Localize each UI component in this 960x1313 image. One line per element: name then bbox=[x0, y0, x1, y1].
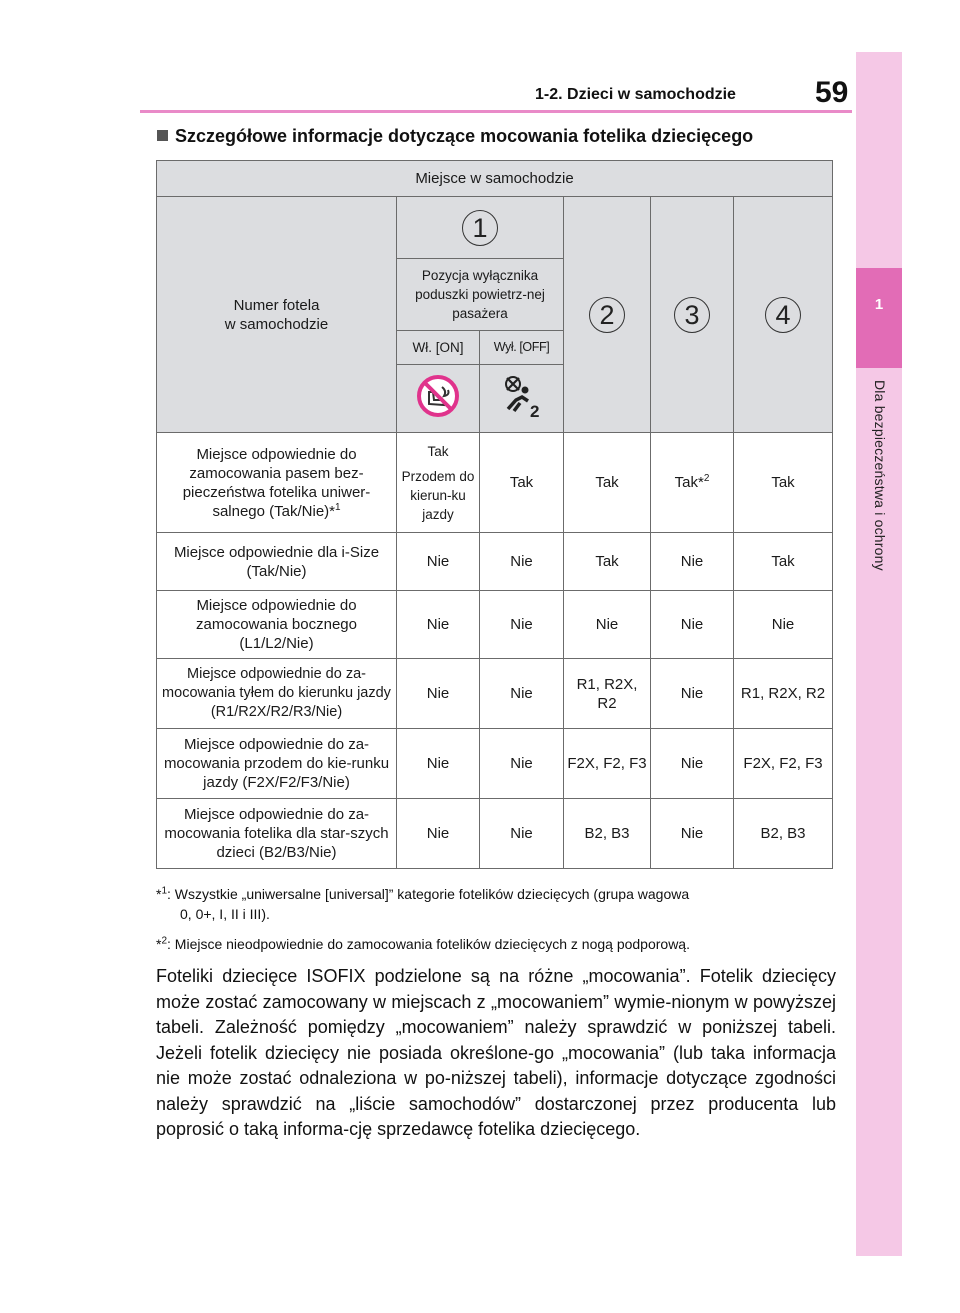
square-bullet-icon bbox=[157, 130, 168, 141]
footnote-ref: 1 bbox=[335, 501, 341, 513]
cell-seat1-off: Nie bbox=[480, 729, 564, 799]
seat-compatibility-table bbox=[156, 160, 833, 869]
cell-seat1-on: Nie bbox=[397, 533, 480, 591]
cell-seat1-off: Nie bbox=[480, 533, 564, 591]
section-heading-text: Szczegółowe informacje dotyczące mocowania fotelika dziecięcego bbox=[175, 126, 754, 146]
seat-number-label bbox=[157, 197, 397, 433]
cell-value: Tak bbox=[427, 443, 449, 459]
airbag-off-icon-cell bbox=[480, 365, 564, 433]
side-tab-label: Dla bezpieczeństwa i ochrony bbox=[872, 380, 888, 571]
airbag-switch-position: Pozycja wyłącznika poduszki powietrz-nej pasażera bbox=[397, 259, 564, 331]
cell-seat4: B2, B3 bbox=[734, 799, 833, 869]
row-label-text: Miejsce odpowiednie do zamocowania pasem bez-pieczeństwa fotelika uniwer-salnego (Tak/Nie)* bbox=[182, 445, 371, 520]
cell-seat2: Tak bbox=[564, 433, 651, 533]
running-title: 1-2. Dzieci w samochodzie bbox=[535, 86, 736, 103]
cell-seat2: Nie bbox=[564, 591, 651, 659]
switch-off-label: Wył. [OFF] bbox=[480, 331, 564, 365]
footnote-1 bbox=[156, 884, 689, 924]
footnote-1-continuation: 0, 0+, I, II i III). bbox=[180, 906, 270, 922]
cell-seat4: Tak bbox=[734, 533, 833, 591]
seat-4-number: 4 bbox=[765, 297, 801, 333]
table-row bbox=[157, 433, 833, 533]
cell-seat1-off: Nie bbox=[480, 659, 564, 729]
airbag-off-icon bbox=[498, 373, 546, 419]
cell-seat1-off: Tak bbox=[480, 433, 564, 533]
cell-seat1-off: Nie bbox=[480, 799, 564, 869]
seat-3-number: 3 bbox=[674, 297, 710, 333]
page-number: 59 bbox=[815, 76, 849, 109]
row-label: Miejsce odpowiednie do za-mocowania przodem do kie-runku jazdy (F2X/F2/F3/Nie) bbox=[157, 729, 397, 799]
cell-value: Tak* bbox=[674, 474, 704, 491]
cell-seat3: Nie bbox=[651, 799, 734, 869]
row-label: Miejsce odpowiednie do za-mocowania fotelika dla star-szych dzieci (B2/B3/Nie) bbox=[157, 799, 397, 869]
seat-1-number: 1 bbox=[462, 210, 498, 246]
table-row bbox=[157, 729, 833, 799]
seat-2-cell bbox=[564, 197, 651, 433]
cell-seat1-on bbox=[397, 433, 480, 533]
seat-4-cell bbox=[734, 197, 833, 433]
cell-note: Przodem do kierun-ku jazdy bbox=[401, 468, 475, 522]
side-tab-strip bbox=[856, 52, 902, 1256]
row-label: Miejsce odpowiednie do za-mocowania tyłem do kierunku jazdy (R1/R2X/R2/R3/Nie) bbox=[157, 659, 397, 729]
row-label bbox=[157, 433, 397, 533]
airbag-on-icon-cell bbox=[397, 365, 480, 433]
table-row bbox=[157, 799, 833, 869]
cell-seat4: Nie bbox=[734, 591, 833, 659]
footnote-mark: * bbox=[156, 936, 162, 952]
cell-seat3: Nie bbox=[651, 591, 734, 659]
footnote-ref: 2 bbox=[703, 473, 710, 484]
seat-3-cell bbox=[651, 197, 734, 433]
cell-seat4: R1, R2X, R2 bbox=[734, 659, 833, 729]
cell-seat1-on: Nie bbox=[397, 591, 480, 659]
footnote-1-text: : Wszystkie „uniwersalne [universal]” kategorie fotelików dziecięcych (grupa wagowa bbox=[167, 886, 690, 902]
side-tab-number: 1 bbox=[874, 296, 884, 313]
place-header: Miejsce w samochodzie bbox=[157, 161, 833, 197]
section-heading bbox=[157, 126, 753, 147]
seat-2-number: 2 bbox=[589, 297, 625, 333]
table-row bbox=[157, 659, 833, 729]
footnote-number: 1 bbox=[161, 885, 168, 897]
body-paragraph: Foteliki dziecięce ISOFIX podzielone są na różne „mocowania”. Fotelik dziecięcy może zostać zamocowany w miejscach z „mocowaniem” wymie-nionym w powyższej tabeli. Zależność pomiędzy „mocowaniem” należy sprawdzić w poniższej tabeli. Jeżeli fotelik dziecięcy nie posiada określone-go „mocowania” (lub taka informacja nie może zostać odnaleziona w po-niższej tabeli), informacje dotyczące zgodności należy sprawdzić na „liście samochodów” dostarczonej przez producenta lub poprosić o taką informa-cję sprzedawcę fotelika dziecięcego. bbox=[156, 966, 836, 1139]
cell-seat1-on: Nie bbox=[397, 799, 480, 869]
cell-seat3: Nie bbox=[651, 729, 734, 799]
cell-seat4: Tak bbox=[734, 433, 833, 533]
cell-seat3: Nie bbox=[651, 659, 734, 729]
seat-number-label-line2: w samochodzie bbox=[224, 315, 329, 333]
cell-seat2: Tak bbox=[564, 533, 651, 591]
cell-seat1-on: Nie bbox=[397, 659, 480, 729]
table-row bbox=[157, 533, 833, 591]
footnote-number: 2 bbox=[161, 935, 168, 947]
seat-1-cell bbox=[397, 197, 564, 259]
footnote-2 bbox=[156, 934, 690, 954]
header-rule bbox=[140, 110, 852, 113]
side-tab-chapter-box bbox=[856, 268, 902, 368]
cell-seat1-on: Nie bbox=[397, 729, 480, 799]
cell-seat3: Nie bbox=[651, 533, 734, 591]
airbag-off-icon-digit: 2 bbox=[529, 402, 539, 419]
footnote-mark: * bbox=[156, 886, 162, 902]
cell-seat3 bbox=[651, 433, 734, 533]
footnote-2-text: : Miejsce nieodpowiednie do zamocowania fotelików dziecięcych z nogą podporową. bbox=[167, 936, 690, 952]
cell-seat1-off: Nie bbox=[480, 591, 564, 659]
airbag-on-warning-icon bbox=[416, 374, 460, 418]
switch-on-label: Wł. [ON] bbox=[397, 331, 480, 365]
seat-number-label-line1: Numer fotela bbox=[233, 296, 320, 314]
row-label: Miejsce odpowiednie do zamocowania bocznego (L1/L2/Nie) bbox=[157, 591, 397, 659]
cell-seat2: F2X, F2, F3 bbox=[564, 729, 651, 799]
cell-seat2: R1, R2X, R2 bbox=[564, 659, 651, 729]
cell-seat4: F2X, F2, F3 bbox=[734, 729, 833, 799]
row-label: Miejsce odpowiednie dla i-Size (Tak/Nie) bbox=[157, 533, 397, 591]
cell-seat2: B2, B3 bbox=[564, 799, 651, 869]
table-row bbox=[157, 591, 833, 659]
